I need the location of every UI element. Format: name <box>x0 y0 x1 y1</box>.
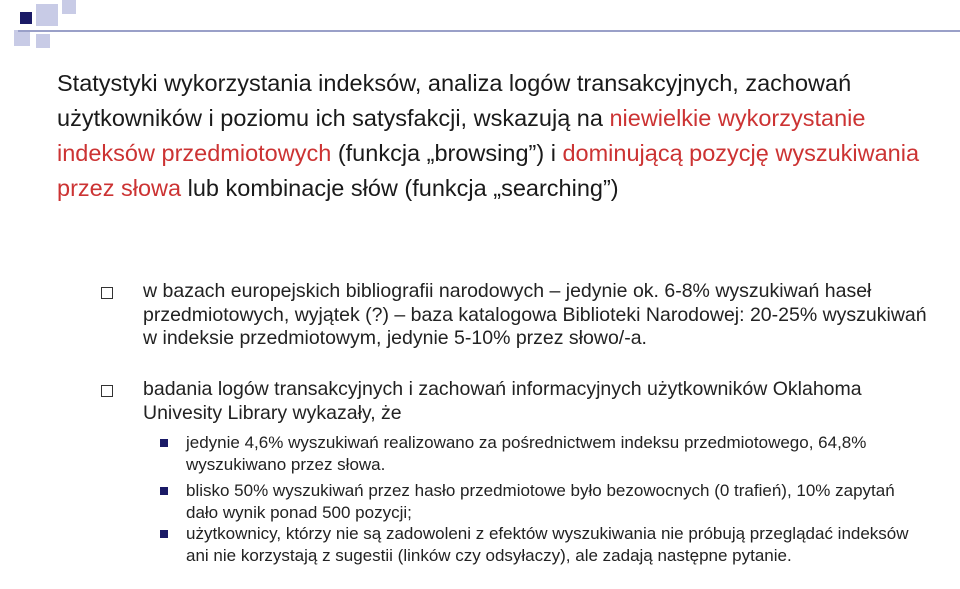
bullet-item: w bazach europejskich bibliografii narodowych – jedynie ok. 6-8% wyszukiwań haseł przedmiotowych, wyjątek (?) – baza katalogowa Biblioteki Narodowej: 20-25% wyszukiwań w indeksie przedmiotowym, jedynie 5-10% przez słowo/-a. <box>143 280 927 350</box>
filled-square-bullet-icon <box>160 530 168 538</box>
sub-bullet-item: jedynie 4,6% wyszukiwań realizowano za pośrednictwem indeksu przedmiotowego, 64,8% wyszukiwano przez słowa. <box>186 433 867 474</box>
filled-square-bullet-icon <box>160 487 168 495</box>
bullet-item: badania logów transakcyjnych i zachowań informacyjnych użytkowników Oklahoma Univesity Library wykazały, że <box>143 378 862 424</box>
decor-square-light <box>36 4 58 26</box>
decor-square-dark <box>20 12 32 24</box>
intro-text: Statystyki wykorzystania indeksów, analiza logów transakcyjnych, zachowań użytkowników i poziomu ich satysfakcji, wskazują na <box>57 70 852 131</box>
intro-highlight: niewielkie wykorzystanie indeksów przedmiotowych <box>57 105 866 166</box>
decor-square-light <box>62 0 76 14</box>
hollow-square-bullet-icon <box>101 287 113 299</box>
decor-square-light <box>36 34 50 48</box>
decor-square-light <box>14 30 30 46</box>
intro-text: (funkcja „browsing”) i <box>331 140 563 166</box>
filled-square-bullet-icon <box>160 439 168 447</box>
header-rule <box>18 30 960 32</box>
sub-bullet-item: użytkownicy, którzy nie są zadowoleni z efektów wyszukiwania nie próbują przeglądać indeksów ani nie korzystają z sugestii (linków czy odsyłaczy), ale zadają następne pytanie. <box>186 524 909 565</box>
sub-bullet-item: blisko 50% wyszukiwań przez hasło przedmiotowe było bezowocnych (0 trafień), 10% zapytań dało wynik ponad 500 pozycji; <box>186 481 895 522</box>
intro-highlight: dominującą pozycję wyszukiwania przez słowa <box>57 140 920 201</box>
hollow-square-bullet-icon <box>101 385 113 397</box>
intro-paragraph <box>57 66 937 206</box>
intro-text: lub kombinacje słów (funkcja „searching”) <box>181 175 619 201</box>
